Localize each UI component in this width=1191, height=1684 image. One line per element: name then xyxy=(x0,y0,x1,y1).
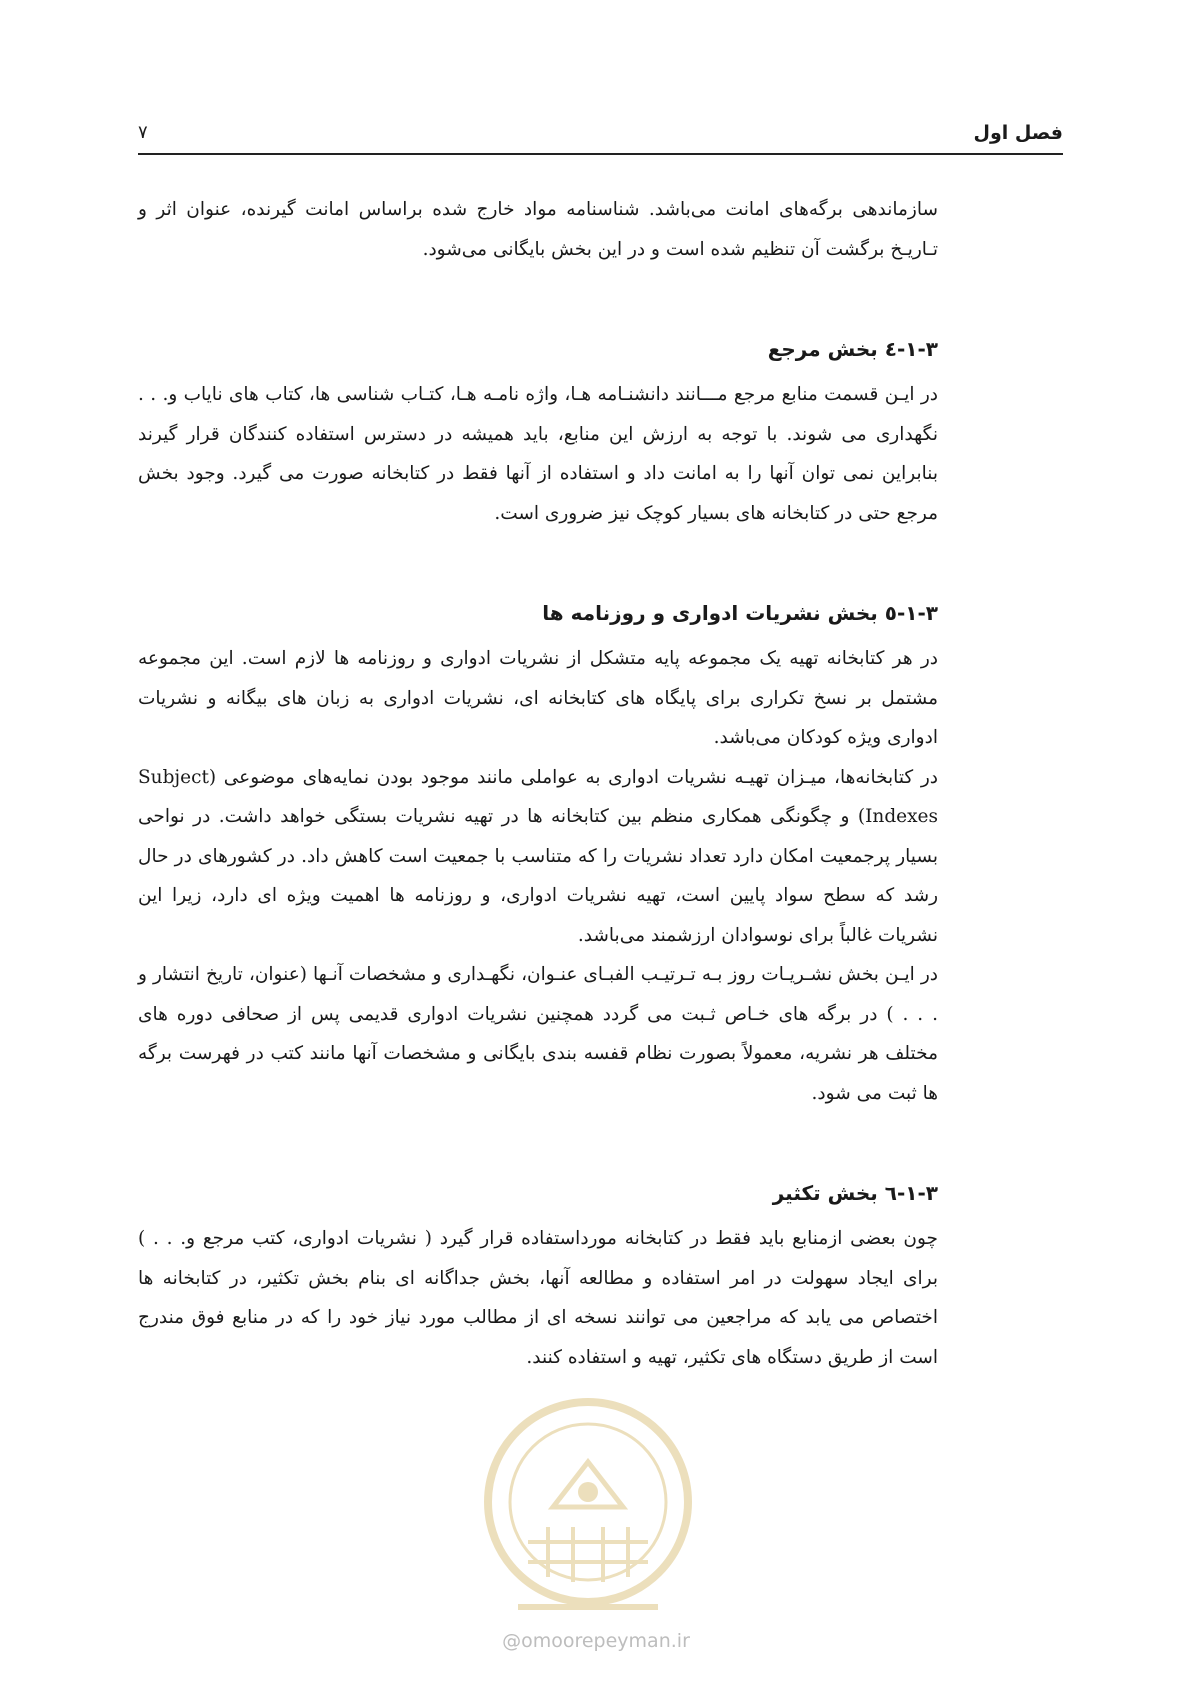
chapter-title: فصل اول xyxy=(973,122,1063,144)
periodicals-paragraph-2: در کتابخانه‌ها، میـزان تهیـه نشریات ادواری به عواملی مانند موجود بودن نمایه‌های موضوعی (Subject Indexes) و چگونگی همکاری منظم بین کتابخانه ها در تهیه نشریات بستگی خواهد داشت. در نواحی بسیار پرجمعیت امکان دارد تعداد نشریات را که متناسب با جمعیت است کاهش داد. در کشورهای در حال رشد که سطح سواد پایین است، تهیه نشریات ادواری، و روزنامه ها اهمیت ویژه ای دارد، زیرا این نشریات غالباً برای نوسوادان ارزشمند می‌باشد. xyxy=(138,766,938,946)
section-heading-reproduction: ۱-۳-٦ بخش تکثیر xyxy=(772,1181,938,1205)
seal-logo-icon xyxy=(478,1392,698,1622)
intro-paragraph: سازماندهی برگه‌های امانت می‌باشد. شناسنامه مواد خارج شده براساس امانت گیرنده، عنوان اثر و تـاریـخ برگشت آن تنظیم شده است و در این بخش بایگانی می‌شود. xyxy=(138,199,938,260)
footer-watermark-url: @omoorepeyman.ir xyxy=(502,1630,690,1652)
reproduction-paragraph: چون بعضی ازمنابع باید فقط در کتابخانه مورداستفاده قرار گیرد ( نشریات ادواری، کتب مرجع و. . . ) برای ایجاد سهولت در امر استفاده و مطالعه آنها، بخش جداگانه ای بنام بخش تکثیر، در کتابخانه ها اختصاص می یابد که مراجعین می توانند نسخه ای از مطالب مورد نیاز خود را که در منابع فوق مندرج است از طریق دستگاه های تکثیر، تهیه و استفاده کنند. xyxy=(138,1228,938,1368)
reference-paragraph: در ایـن قسمت منابع مرجع مـــانند دانشنـامه هـا، واژه نامـه هـا، کتـاب شناسی ها، کتاب های نایاب و. . . نگهداری می شوند. با توجه به ارزش این منابع، باید همیشه در دسترس استفاده کنندگان قرار گیرند بنابراین نمی توان آنها را به امانت داد و استفاده از آنها فقط در کتابخانه صورت می گیرد. وجود بخش مرجع حتی در کتابخانه های بسیار کوچک نیز ضروری است. xyxy=(138,384,938,524)
page-number: ۷ xyxy=(138,122,148,143)
main-content xyxy=(138,190,938,1377)
periodicals-paragraph-1: در هر کتابخانه تهیه یک مجموعه پایه متشکل از نشریات ادواری و روزنامه ها لازم است. این مجموعه مشتمل بر نسخ تکراری برای پایگاه های کتابخانه ای، نشریات ادواری به زبان های بیگانه و نشریات ادواری ویژه کودکان می‌باشد. xyxy=(138,648,938,748)
section-heading-reference: ۱-۳-٤ بخش مرجع xyxy=(767,337,938,361)
header-divider xyxy=(138,153,1063,155)
section-heading-periodicals: ۱-۳-٥ بخش نشریات ادواری و روزنامه ها xyxy=(542,601,938,625)
periodicals-paragraph-3: در ایـن بخش نشـریـات روز بـه تـرتیـب الفبـای عنـوان، نگهـداری و مشخصات آنـها (عنوان، تاریخ انتشار و . . . ) در برگه های خـاص ثـبت می گردد همچنین نشریات ادواری قدیمی پس از صحافی دوره های مختلف هر نشریه، معمولاً بصورت نظام قفسه بندی بایگانی و مشخصات آنها مانند کتب در فهرست برگه ها ثبت می شود. xyxy=(138,964,938,1104)
